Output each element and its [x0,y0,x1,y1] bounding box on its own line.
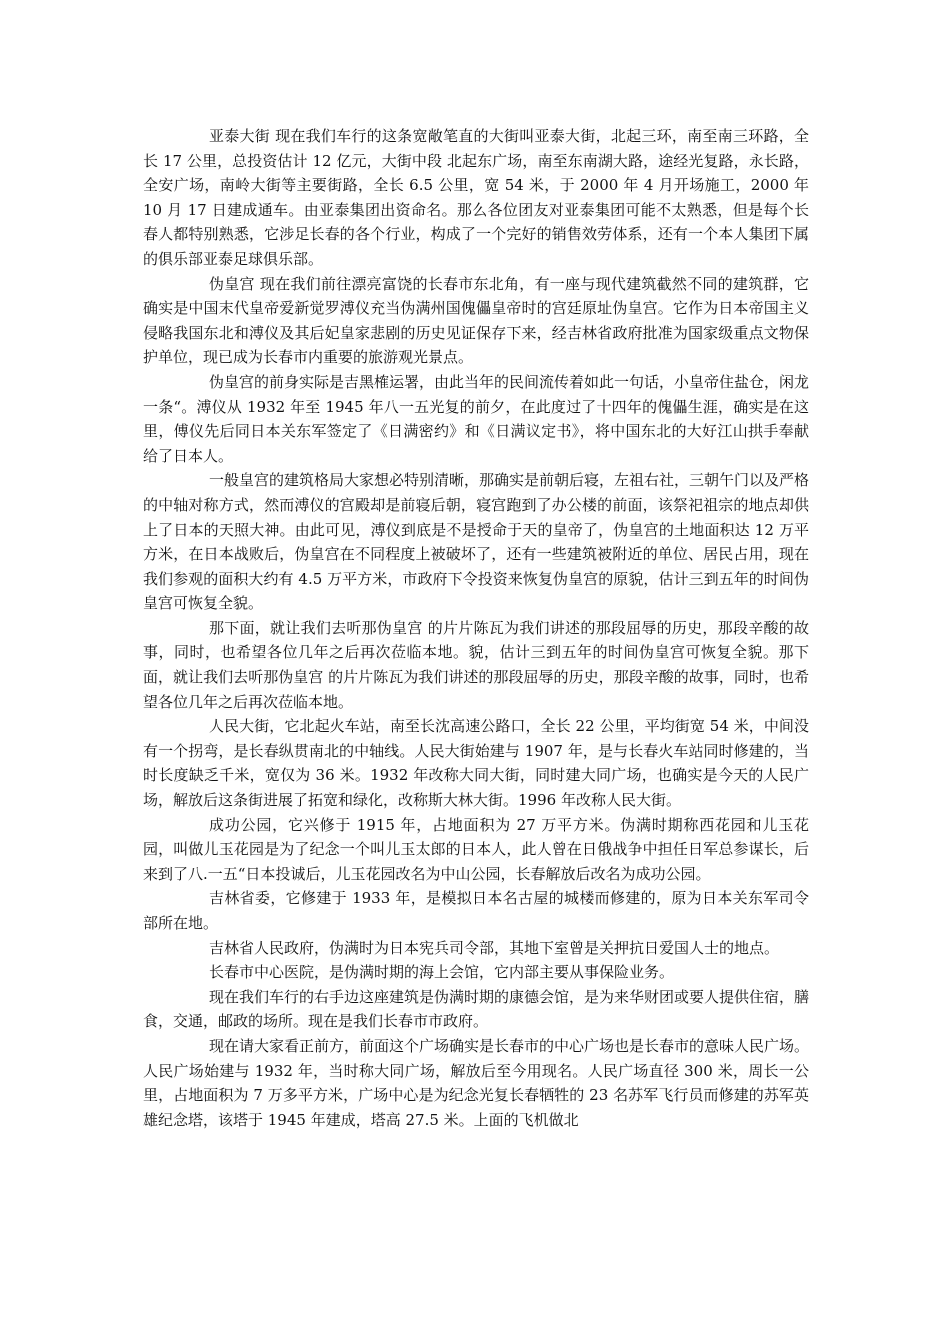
paragraph-central-hospital: 长春市中心医院，是伪满时期的海上会馆，它内部主要从事保险业务。 [209,963,675,982]
paragraph-provincial-committee: 吉林省委，它修建于 1933 年，是模拟日本名古屋的城楼而修建的，原为日本关东军司令部所在地。 [143,889,809,932]
document-body [143,124,809,1132]
paragraph-yatai-street: 亚泰大街 现在我们车行的这条宽敞笔直的大街叫亚泰大街，北起三环，南至南三环路，全长 17 公里，总投资估计 12 亿元，大街中段 北起东广场，南至东南湖大路，途经光复路，永长路，全安广场，南岭大街等主要街路，全长 6.5 公里，宽 54 米，于 2000 年 4 月开场施工，2000 年 10 月 17 日建成通车。由亚泰集团出资命名。那么各位团友对亚泰集团可能不太熟悉，但是每个长春人都特别熟悉，它涉足长春的各个行业，构成了一个完好的销售效劳体系，还有一个本人集团下属的俱乐部亚泰足球俱乐部。 [143,127,809,268]
paragraph-palace-layout: 一般皇宫的建筑格局大家想必特别清晰，那确实是前朝后寝，左祖右社，三朝午门以及严格的中轴对称方式，然而溥仪的宫殿却是前寝后朝，寝宫跑到了办公楼的前面，该祭祀祖宗的地点却供上了日本的天照大神。由此可见，溥仪到底是不是授命于天的皇帝了，伪皇宫的土地面积达 12 万平方米，在日本战败后，伪皇宫在不同程度上被破坏了，还有一些建筑被附近的单位、居民占用，现在我们参观的面积大约有 4.5 万平方米，市政府下令投资来恢复伪皇宫的原貌，估计三到五年的时间伪皇宫可恢复全貌。 [143,471,810,613]
paragraph-renmin-street: 人民大街，它北起火车站，南至长沈高速公路口，全长 22 公里，平均街宽 54 米，中间没有一个拐弯，是长春纵贯南北的中轴线。人民大街始建与 1907 年，是与长春火车站同时修建的，当时长度缺乏千米，宽仅为 36 米。1932 年改称大同大街，同时建大同广场，也确实是今天的人民广场，解放后这条街进展了拓宽和绿化，改称斯大林大街。1996 年改称人民大街。 [143,717,809,810]
paragraph-palace-story: 那下面，就让我们去听那伪皇宫 的片片陈瓦为我们讲述的那段屈辱的历史，那段辛酸的故事，同时，也希望各位几年之后再次莅临本地。貌，估计三到五年的时间伪皇宫可恢复全貌。那下面，就让我们去听那伪皇宫 的片片陈瓦为我们讲述的那段屈辱的历史，那段辛酸的故事，同时，也希望各位几年之后再次莅临本地。 [143,618,809,711]
paragraph-kangde-hall: 现在我们车行的右手边这座建筑是伪满时期的康德会馆，是为来华财团或要人提供住宿，膳食，交通，邮政的场所。现在是我们长春市市政府。 [143,987,810,1031]
paragraph-puppet-palace: 伪皇宫 现在我们前往漂亮富饶的长春市东北角，有一座与现代建筑截然不同的建筑群，它确实是中国末代皇帝爱新觉罗溥仪充当伪满州国傀儡皇帝时的宫廷原址伪皇宫。它作为日本帝国主义侵略我国东北和溥仪及其后妃皇家悲剧的历史见证保存下来，经吉林省政府批准为国家级重点文物保护单位，现已成为长春市内重要的旅游观光景点。 [143,274,809,367]
paragraph-people-square: 现在请大家看正前方，前面这个广场确实是长春市的中心广场也是长春市的意味人民广场。人民广场始建与 1932 年，当时称大同广场，解放后至今用现名。人民广场直径 300 米，周长一公里，占地面积为 7 万多平方米，广场中心是为纪念光复长春牺牲的 23 名苏军飞行员而修建的苏军英雄纪念塔，该塔于 1945 年建成，塔高 27.5 米。上面的飞机做北 [143,1036,810,1129]
paragraph-palace-history: 伪皇宫的前身实际是吉黑榷运署，由此当年的民间流传着如此一句话，小皇帝住盐仓，闲龙一条“。溥仪从 1932 年至 1945 年八一五光复的前夕，在此度过了十四年的傀儡生涯，确实是在这里，傅仪先后同日本关东军签定了《日满密约》和《日满议定书》，将中国东北的大好江山拱手奉献给了日本人。 [143,372,810,465]
paragraph-provincial-government: 吉林省人民政府，伪满时为日本宪兵司令部，其地下室曾是关押抗日爱国人士的地点。 [209,938,780,957]
paragraph-success-park: 成功公园，它兴修于 1915 年，占地面积为 27 万平方米。伪满时期称西花园和儿玉花园，叫做儿玉花园是为了纪念一个叫儿玉太郎的日本人，此人曾在日俄战争中担任日军总参谋长，后来到了八.一五“日本投诚后，儿玉花园改名为中山公园，长春解放后改名为成功公园。 [143,815,809,883]
